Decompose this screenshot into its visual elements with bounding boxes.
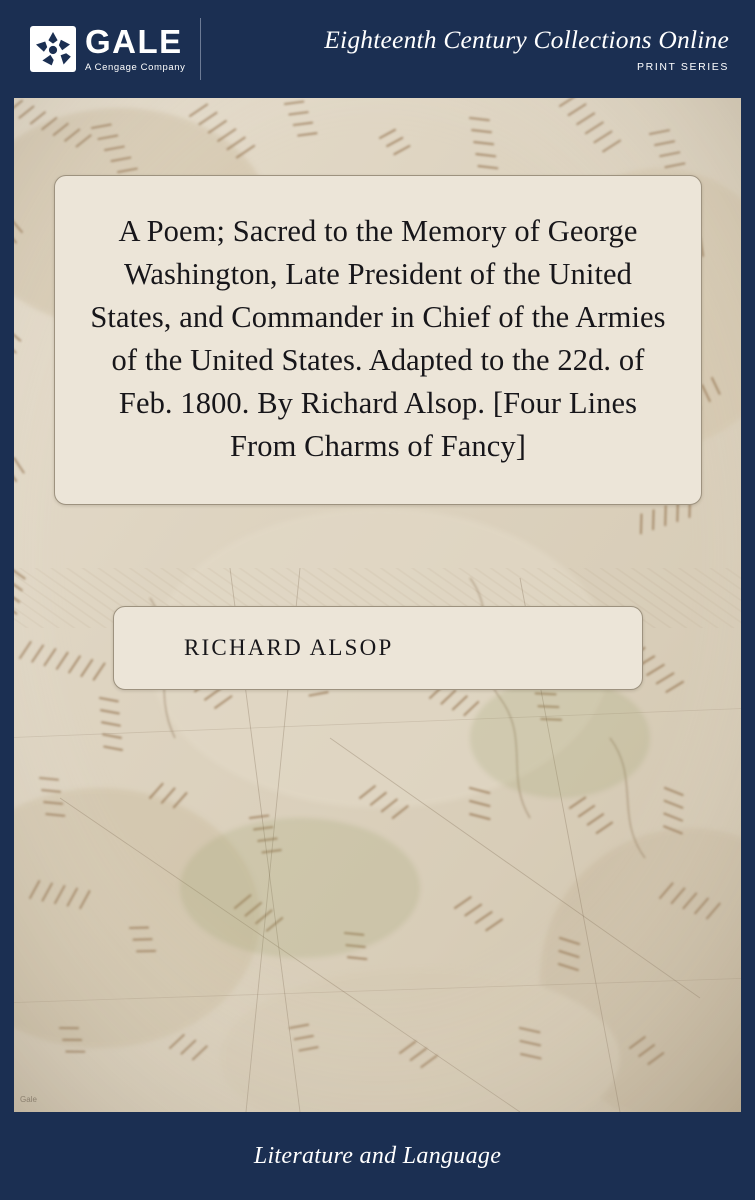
brand-name: GALE [85,23,183,60]
gale-logo [30,25,186,73]
watermark-label: Gale [20,1095,37,1104]
book-author: RICHARD ALSOP [184,635,394,660]
collection-subtitle: PRINT SERIES [637,61,729,73]
header-divider [200,18,201,80]
brand-tagline: A Cengage Company [85,62,186,73]
gale-flower-icon [30,26,76,72]
footer-bar [0,1112,755,1200]
book-title-card [54,175,702,505]
book-title: A Poem; Sacred to the Memory of George Washington, Late President of the United States, and Commander in Chief of the Armies of the United States. Adapted to the 22d. of Feb. 1800. By Richard Alsop. [Four Lines From Charms of Fancy] [90,214,666,463]
subject-category: Literature and Language [253,1142,502,1169]
book-author-card [113,606,643,690]
collection-title: Eighteenth Century Collections Online [324,25,729,54]
header-bar [0,0,755,98]
